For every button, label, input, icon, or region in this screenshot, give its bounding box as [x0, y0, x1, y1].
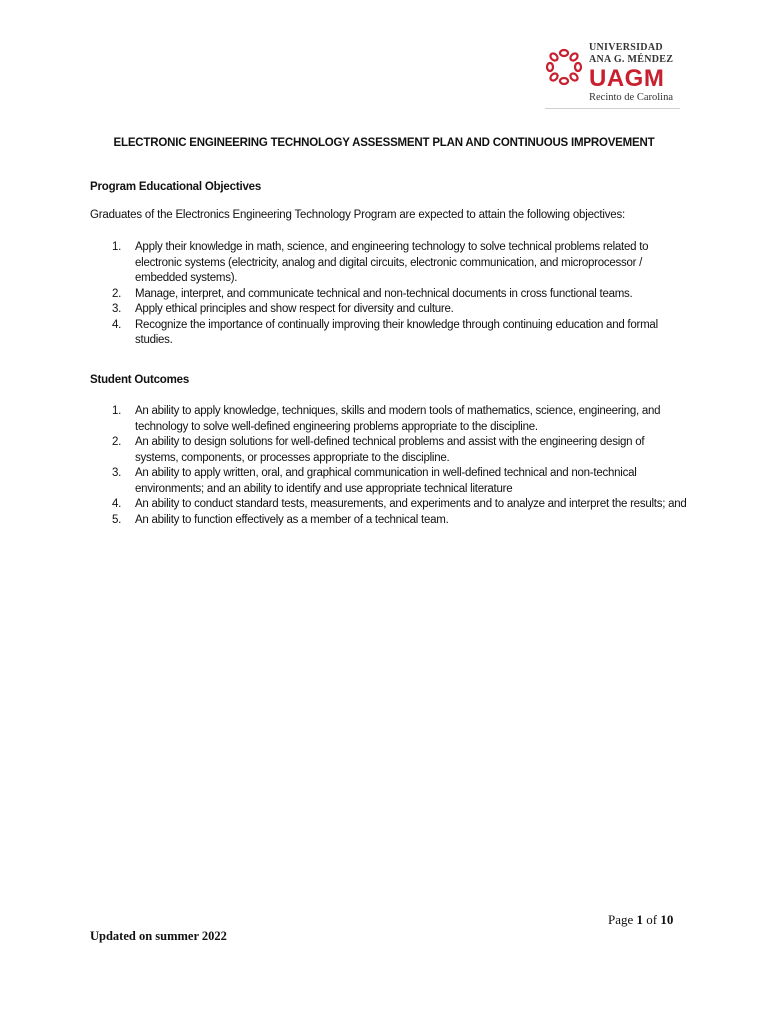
logo-wordmark	[589, 42, 673, 104]
list-item	[90, 513, 690, 529]
updated-note: Updated on summer 2022	[90, 929, 227, 943]
list-number: 3.	[112, 303, 122, 315]
list-number: 2.	[112, 287, 122, 300]
logo-name-line: ANA G. MÉNDEZ	[589, 54, 674, 65]
logo-campus: Recinto de Carolina	[589, 92, 673, 103]
peo-intro: Graduates of the Electronics Engineering Technology Program are expected to attain the following objectives:	[90, 209, 625, 221]
page-total: 10	[660, 912, 674, 927]
list-item	[90, 302, 690, 318]
list-item	[90, 404, 690, 435]
list-text: Recognize the importance of continually improving their knowledge through continuing education and formal studies.	[135, 318, 658, 346]
list-number: 4.	[112, 318, 122, 331]
page-of: of	[646, 912, 658, 927]
list-text: Apply ethical principles and show respect for diversity and culture.	[135, 303, 454, 315]
list-item	[90, 318, 690, 349]
peo-list	[90, 240, 690, 349]
page-current: 1	[636, 912, 644, 927]
list-text: Apply their knowledge in math, science, and engineering technology to solve technical problems related to electronic systems (electricity, analog and digital circuits, electronic communication, and microprocessor / embedded systems).	[135, 241, 649, 284]
list-item	[90, 435, 690, 466]
list-text: An ability to conduct standard tests, measurements, and experiments and to analyze and interpret the results; and	[135, 498, 687, 510]
outcomes-heading: Student Outcomes	[90, 374, 190, 386]
list-number: 1.	[112, 241, 122, 253]
logo-university-line: UNIVERSIDAD	[589, 42, 663, 53]
list-item	[90, 287, 690, 303]
peo-heading: Program Educational Objectives	[90, 181, 262, 193]
outcomes-list	[90, 404, 690, 528]
list-item	[90, 497, 690, 513]
list-item	[90, 240, 690, 287]
document-title: ELECTRONIC ENGINEERING TECHNOLOGY ASSESSMENT PLAN AND CONTINUOUS IMPROVEMENT	[113, 137, 655, 149]
logo-acronym: UAGM	[589, 65, 665, 92]
uagm-ring-logo-icon	[545, 48, 583, 86]
list-text: An ability to design solutions for well-defined technical problems and assist with the engineering design of systems, components, or processes appropriate to the discipline.	[135, 436, 645, 464]
page-number	[608, 912, 673, 928]
list-number: 5.	[112, 513, 122, 526]
list-text: An ability to function effectively as a member of a technical team.	[135, 513, 449, 526]
page-word: Page	[608, 912, 634, 927]
list-text: An ability to apply written, oral, and graphical communication in well-defined technical and non-technical environments; and an ability to identify and use appropriate technical literature	[135, 467, 637, 495]
university-logo	[545, 42, 680, 109]
list-number: 1.	[112, 405, 122, 417]
list-number: 3.	[112, 467, 122, 479]
list-number: 2.	[112, 436, 122, 448]
list-item	[90, 466, 690, 497]
list-number: 4.	[112, 498, 122, 510]
list-text: Manage, interpret, and communicate technical and non-technical documents in cross functional teams.	[135, 287, 633, 300]
list-text: An ability to apply knowledge, techniques, skills and modern tools of mathematics, science, engineering, and technology to solve well-defined engineering problems appropriate to the discipline.	[135, 405, 661, 433]
